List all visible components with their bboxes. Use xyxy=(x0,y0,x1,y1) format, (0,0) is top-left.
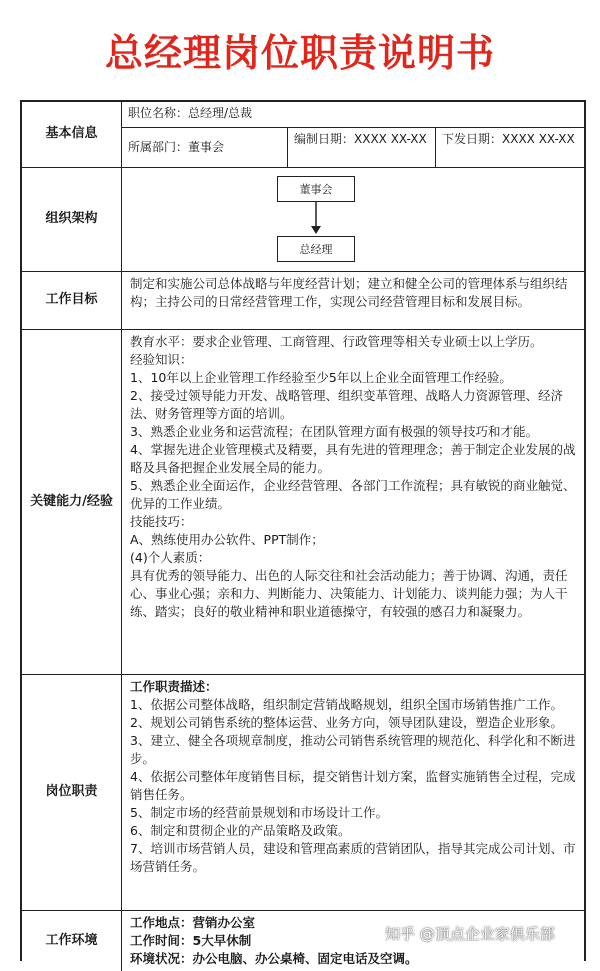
document-title: 总经理岗位职责说明书 xyxy=(104,31,495,75)
duty-line: 6、制定和贯彻企业的产品策略及政策。 xyxy=(130,823,351,838)
duties-content xyxy=(122,675,584,910)
ability-line: 经验知识： xyxy=(130,352,193,367)
duty-line: 3、建立、健全各项规章制度，推动公司销售系统管理的规范化、科学化和不断进步。 xyxy=(130,733,576,766)
duty-line: 4、依据公司整体年度销售目标，提交销售计划方案，监督实施销售全过程，完成销售任务。 xyxy=(130,769,576,802)
key-ability-row xyxy=(22,330,584,675)
env-line: 工作地点：营销办公室 xyxy=(130,915,256,930)
duty-line: 5、制定市场的经营前景规划和市场设计工作。 xyxy=(130,805,388,820)
watermark: 知乎 @顶点企业家俱乐部 xyxy=(385,925,555,943)
org-box-board: 董事会 xyxy=(277,176,355,202)
ability-line: 1、10年以上企业管理工作经验至少5年以上企业全面管理工作经验。 xyxy=(130,370,512,385)
ability-line: 4、掌握先进企业管理模式及精要，具有先进的管理理念；善于制定企业发展的战略及具备把握企业发展全局的能力。 xyxy=(130,442,576,475)
duty-line: 2、规划公司销售系统的整体运营、业务方向，领导团队建设，塑造企业形象。 xyxy=(130,715,563,730)
org-structure-row xyxy=(22,168,584,272)
basic-info-body xyxy=(122,102,584,167)
environment-label: 工作环境 xyxy=(22,911,122,971)
ability-line: 具有优秀的领导能力、出色的人际交往和社会活动能力；善于协调、沟通，责任心、事业心强；亲和力、判断能力、决策能力、计划能力、谈判能力强；为人干练、踏实；良好的敬业精神和职业道德操守，有较强的感召力和凝聚力。 xyxy=(130,568,568,619)
ability-line: 教育水平：要求企业管理、工商管理、行政管理等相关专业硕士以上学历。 xyxy=(130,334,543,349)
ability-line: 5、熟悉企业全面运作，企业经营管理、各部门工作流程；具有敏锐的商业触觉、优异的工作业绩。 xyxy=(130,478,576,511)
env-line: 环境状况：办公电脑、办公桌椅、固定电话及空调。 xyxy=(130,951,418,966)
ability-line: A、熟练使用办公软件、PPT制作； xyxy=(130,532,324,547)
ability-line: 技能技巧： xyxy=(130,514,193,529)
prepared-date: 编制日期：XXXX XX-XX xyxy=(288,128,436,168)
department: 所属部门：董事会 xyxy=(122,128,288,168)
duty-line: 7、培训市场营销人员，建设和管理高素质的营销团队，指导其完成公司计划、市场营销任务。 xyxy=(130,841,576,874)
ability-line: (4)个人素质： xyxy=(130,550,211,565)
org-chart xyxy=(122,168,584,271)
key-ability-content xyxy=(122,330,584,674)
work-goal-label: 工作目标 xyxy=(22,272,122,329)
work-goal-text: 制定和实施公司总体战略与年度经营计划；建立和健全公司的管理体系与组织结构；主持公司的日常经营管理工作，实现公司经营管理目标和发展目标。 xyxy=(130,276,568,309)
duty-line: 1、依据公司整体战略，组织制定营销战略规划，组织全国市场销售推广工作。 xyxy=(130,697,563,712)
arrow-down-icon xyxy=(307,202,327,236)
env-line: 工作时间：5大早休制 xyxy=(130,933,252,948)
issue-date: 下发日期：XXXX XX-XX xyxy=(442,132,575,146)
position-name: 职位名称：总经理/总裁 xyxy=(122,102,584,128)
duty-line: 工作职责描述： xyxy=(130,679,218,694)
ability-line: 3、熟悉企业业务和运营流程；在团队管理方面有极强的领导技巧和才能。 xyxy=(130,424,538,439)
duties-label: 岗位职责 xyxy=(22,675,122,910)
basic-info-row xyxy=(22,102,584,168)
duties-row xyxy=(22,675,584,911)
job-description-table xyxy=(20,100,586,966)
org-box-gm: 总经理 xyxy=(277,236,355,262)
org-structure-label: 组织架构 xyxy=(22,168,122,271)
work-goal-row xyxy=(22,272,584,330)
basic-info-label: 基本信息 xyxy=(22,102,122,167)
key-ability-label: 关键能力/经验 xyxy=(22,330,122,674)
ability-line: 2、接受过领导能力开发、战略管理、组织变革管理、战略人力资源管理、经济法、财务管理等方面的培训。 xyxy=(130,388,563,421)
